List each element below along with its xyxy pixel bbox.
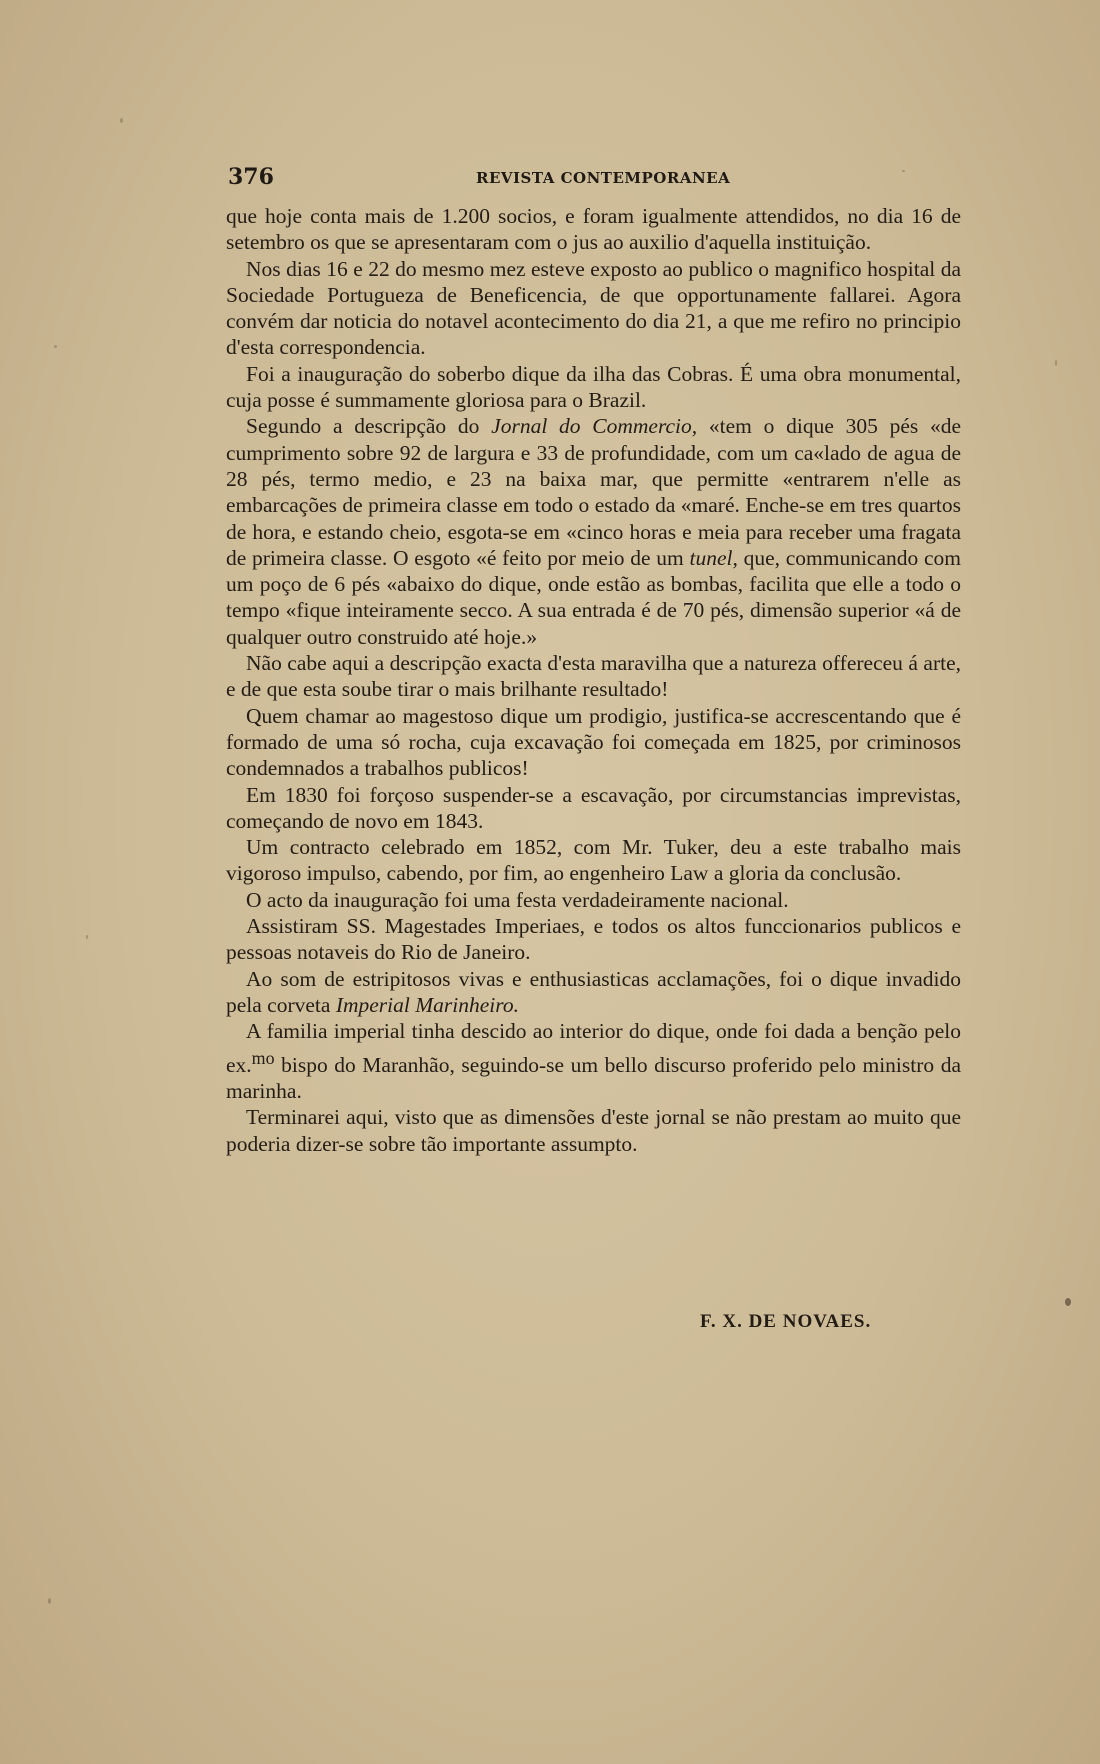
paragraph: Quem chamar ao magestoso dique um prodigio, justifica-se accrescentando que é formado de uma só rocha, cuja excavação foi começada em 1825, por criminosos condemnados a trabalhos publicos! xyxy=(226,703,961,781)
text-run: Segundo a descripção do xyxy=(246,414,492,439)
paragraph xyxy=(226,966,961,1019)
paragraph: Foi a inauguração do soberbo dique da ilha das Cobras. É uma obra monumental, cuja posse é summamente gloriosa para o Brazil. xyxy=(226,361,961,413)
paragraph: Assistiram SS. Magestades Imperiaes, e todos os altos funccionarios publicos e pessoas notaveis do Rio de Janeiro. xyxy=(226,914,961,965)
ship-name: Imperial Marinheiro. xyxy=(335,992,519,1017)
paragraph-quote xyxy=(226,413,961,650)
text-run: A familia imperial tinha descido ao interior do dique, onde foi dada a benção pelo ex. xyxy=(226,1019,961,1077)
paragraph: Não cabe aqui a descripção exacta d'esta maravilha que a natureza offereceu á arte, e de que esta soube tirar o mais brilhante resultado! xyxy=(226,651,961,702)
paper-speck xyxy=(86,935,88,939)
paragraph: Nos dias 16 e 22 do mesmo mez esteve exposto ao publico o magnifico hospital da Sociedade Portugueza de Beneficencia, de que opportunamente fallarei. Agora convém dar noticia do notavel acontecimento do dia 21, a que me refiro no principio d'esta correspondencia. xyxy=(226,256,961,360)
paper-speck xyxy=(54,345,57,348)
paragraph: O acto da inauguração foi uma festa verdadeiramente nacional. xyxy=(246,887,789,912)
text-run: bispo do Maranhão, seguindo-se um bello discurso proferido pelo ministro da marinha. xyxy=(226,1052,961,1103)
paragraph: que hoje conta mais de 1.200 socios, e foram igualmente attendidos, no dia 16 de setembro os que se apresentaram com o jus ao auxilio d'aquella instituição. xyxy=(226,204,961,255)
text-run: «tem o dique 305 pés «de cumprimento sobre 92 de largura e 33 de profundidade, com um ca«lado de agua de 28 pés, termo medio, e 23 na baixa mar, que permitte «entrarem n'elle as embarcações de primeira classe em todo o estado da «maré. Enche-se em tres quartos de hora, e estando cheio, esgota-se em «cinco horas e meia para receber uma fragata de primeira classe. O esgoto «é feito por meio de um xyxy=(226,414,962,570)
newspaper-title: Jornal do Commercio, xyxy=(491,414,698,439)
italic-term: tunel, xyxy=(689,545,738,570)
text-run: que, communicando com um poço de 6 pés «abaixo do dique, onde estão as bombas, facilita que elle a todo o tempo «fique inteiramente secco. A sua entrada é de 70 pés, dimensão superior «á de qualquer outro construido até hoje.» xyxy=(226,545,961,649)
paragraph xyxy=(226,1018,961,1104)
page-number: 376 xyxy=(228,164,274,190)
text-run: Ao som de estripitosos vivas e enthusiasticas acclamações, foi o dique invadido pela corveta xyxy=(226,966,961,1017)
author-signature: F. X. DE NOVAES. xyxy=(700,1311,872,1332)
superscript: mo xyxy=(251,1047,275,1068)
paper-speck xyxy=(1055,360,1057,366)
page-header xyxy=(226,162,961,194)
paper-speck xyxy=(1065,1298,1071,1306)
bleed-through-texture xyxy=(226,1378,961,1404)
paper-speck xyxy=(120,118,123,123)
paragraph: Um contracto celebrado em 1852, com Mr. Tuker, deu a este trabalho mais vigoroso impulso, cabendo, por fim, ao engenheiro Law a gloria da conclusão. xyxy=(226,835,961,886)
running-title: REVISTA CONTEMPORANEA xyxy=(476,169,731,187)
article-body xyxy=(226,203,961,1157)
paragraph: Em 1830 foi forçoso suspender-se a escavação, por circumstancias imprevistas, começando de novo em 1843. xyxy=(226,782,961,833)
paper-speck xyxy=(48,1598,51,1604)
paragraph: Terminarei aqui, visto que as dimensões d'este jornal se não prestam ao muito que poderia dizer-se sobre tão importante assumpto. xyxy=(226,1105,961,1156)
